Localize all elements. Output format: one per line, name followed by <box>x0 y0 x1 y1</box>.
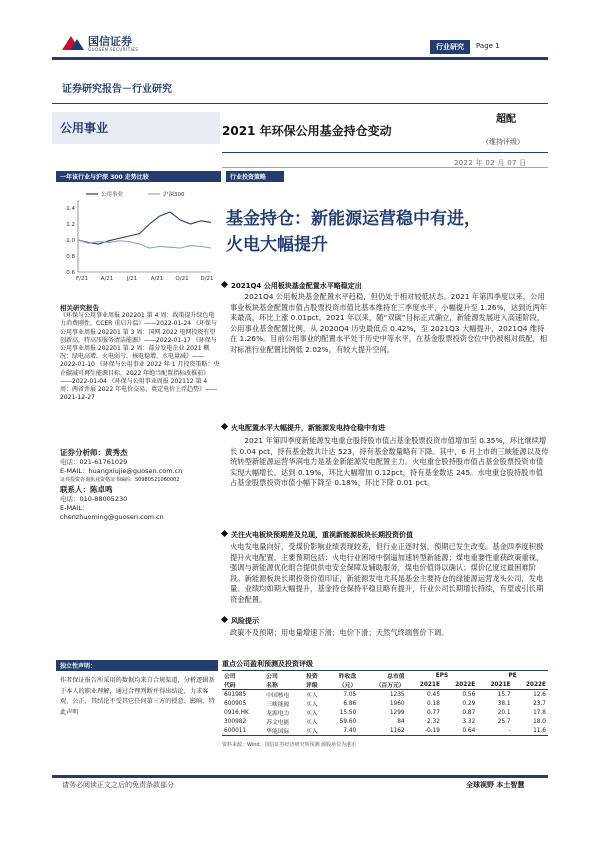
table-header-row-bottom <box>222 680 548 690</box>
th-pe: PE <box>477 671 548 681</box>
legend-label: 沪深300 <box>163 192 185 198</box>
analyst-email[interactable]: E-MAIL：huangxiujie@guosen.com.cn <box>60 467 183 475</box>
guosen-logo <box>62 30 162 58</box>
rating-note: （维持评级） <box>482 138 524 146</box>
cell-mktcap: 84 <box>397 718 405 725</box>
table-row <box>222 699 548 708</box>
header-tag: 行业研究 <box>430 40 470 54</box>
cell-eps21: 0.18 <box>427 700 440 707</box>
cell-name: 龙源电力 <box>266 711 290 717</box>
th-rating: 投资 <box>304 671 327 681</box>
cell-code: 600905 <box>224 700 247 707</box>
x-tick-label: F/21 <box>75 276 89 282</box>
cell-eps21: 0.45 <box>427 691 440 698</box>
cell-eps22: 0.56 <box>462 691 476 698</box>
analyst-tel: 电话：021-61761029 <box>60 458 128 466</box>
th-pe-2022: 2022E <box>513 680 548 690</box>
cell-name: 苏文电能 <box>266 720 290 726</box>
cell-code: 601985 <box>224 691 247 698</box>
section-2-heading: 火电配置水平大幅提升，新能源发电持仓稳中有进 <box>222 423 385 433</box>
cell-eps21: -0.19 <box>407 726 442 736</box>
cell-mktcap: 1162 <box>358 726 406 736</box>
report-subtitle: 证券研究报告－行业研究 <box>62 84 172 95</box>
cell-close: 7.40 <box>327 726 358 736</box>
cell-eps21: 2.32 <box>427 718 440 725</box>
table-row <box>222 708 548 717</box>
title-rule <box>222 152 548 153</box>
cell-rating: 买入 <box>306 711 318 717</box>
analyst-name: 证券分析师：黄秀杰 <box>60 448 128 457</box>
table-source: 资料来源：Wind、国信证券经济研究所预测 源股单位为港币 <box>222 742 357 748</box>
th-close: 昨收盘 <box>327 671 358 681</box>
cell-code: 600011 <box>222 726 264 736</box>
footer-rule <box>52 775 548 778</box>
related-heading: 相关研究报告 <box>60 304 99 312</box>
footer-disclaimer: 请务必阅读正文之后的免责条款部分 <box>62 781 174 789</box>
cell-code: 300982 <box>224 718 247 725</box>
report-title: 2021 年环保公用基金持仓变动 <box>222 124 392 138</box>
logo-cn-text: 国信证券 <box>88 35 132 48</box>
y-tick-label: 1.2 <box>66 222 75 228</box>
report-date: 2022 年 02 月 07 日 <box>454 159 527 167</box>
cell-pe22: 23.7 <box>533 700 546 707</box>
cell-pe22: 11.6 <box>513 726 548 736</box>
cell-close: 7.05 <box>343 691 357 698</box>
analyst-cert: 证券投资咨询执业资格证书编码：S0980521060002 <box>60 477 180 483</box>
trend-chart <box>56 186 221 292</box>
disclaimer-text: 作者保证报告所采用的数据均来自合规渠道，分析逻辑基于本人的职业理解，通过合理判断并得出结论，力求客观、公正，其结论不受其它任何第三方的授意、影响，特此声明 <box>60 677 215 716</box>
related-text: 《环保与公用事业周报 202201 第 4 周：政策提升绿色电力消费刚性，CCER 重启升温》——2022-01-24 《环保与公用事业周报 202201 第 3 周：国网 2022 电网投资有望创新高，特高压服务清洁能源》——2022-01-17 《环保与公用事业周报 202201 第 2 周：部分发电企业 2021 概况：绿电高增、火电弱亏、核电稳增、水电量减》——2022-01-10 《环保与公用事业 2022 年 1 月投资策略：央企碳减可再生能源目标，2022 年绝当配置指标改推前》——2022-01-04 《环保与公用事业周报 202112 第 4 周：两省并展 2022 年电价交易，奠定电价上浮趋势》——2021-12-27 <box>60 312 220 402</box>
cell-mktcap: 1299 <box>389 709 405 716</box>
headline-line-2: 火电大幅提升 <box>226 235 328 255</box>
section-4-body: 政策不及预期；用电量增速下滑；电价下滑；天然气终端售价下调。 <box>230 628 449 637</box>
industry-name: 公用事业 <box>60 121 109 135</box>
trend-chart-svg <box>56 186 221 292</box>
y-tick-label: 1.0 <box>66 238 75 244</box>
cell-eps22: 0.64 <box>442 726 477 736</box>
subtitle-rule <box>52 103 548 104</box>
cell-pe21: 38.1 <box>497 700 511 707</box>
th-code: 代码 <box>222 680 264 690</box>
related-research <box>60 304 220 402</box>
cell-rating: 买入 <box>306 702 318 708</box>
y-tick-label: 1.4 <box>66 206 75 212</box>
contact-name: 联系人：陈卓鸣 <box>60 485 113 494</box>
cell-pe22: 12.6 <box>533 691 546 698</box>
section-2-body: 2021 年第四季度新能源发电重仓股持股市值占基金股票投资市值增加至 0.35%，环比继续增长 0.04 pct，持有基金数共计达 523，持有基金数量略有下降。其中，6 月上市的三峡能源以及传统转型新能源运营华润电力是基金新能源发电配置主力。火电重仓股持股市值占基金股票投资市值实现大幅增长，达到 0.19%，环比大幅增加 0.12pct，持有基金数达 245。水电重仓股持股市值占基金股票投资市值小幅下降至 0.18%，环比下降 0.01 pct。 <box>230 436 549 488</box>
cell-rating: 买入 <box>304 726 327 736</box>
cell-name: 华能国际 <box>264 726 304 736</box>
logo-mark-icon <box>62 32 84 54</box>
th-yuan: （元） <box>327 680 358 690</box>
table-row <box>222 726 548 736</box>
th-grade: 评级 <box>304 680 327 690</box>
th-name: 名称 <box>264 680 304 690</box>
cell-pe21: 20.1 <box>497 709 511 716</box>
y-tick-label: 0.8 <box>66 254 75 260</box>
x-tick-label: A/21 <box>150 276 164 282</box>
cell-eps22: 0.29 <box>462 700 476 707</box>
rating: 超配 <box>496 114 516 125</box>
section-3-heading: 关注火电板块预期差及兑现，重视新能源板块长期投资价值 <box>222 530 413 540</box>
x-tick-label: O/21 <box>175 276 189 282</box>
cell-close: 15.50 <box>339 709 357 716</box>
cell-close: 59.60 <box>339 718 357 725</box>
logo-en-text: GUOSEN SECURITIES <box>88 47 139 52</box>
cell-eps21: 0.77 <box>427 709 440 716</box>
strategy-tag: 行业投资策略 <box>226 171 284 182</box>
contact-email[interactable]: chenzhuoming@guosen.com.cn <box>60 513 164 521</box>
valuation-table <box>222 670 548 736</box>
th-company: 公司 <box>222 671 264 681</box>
section-3-body: 火电发电量向好，受煤价影响业绩表现较差，但行业正逐时刻，预期已发生改变。基金四季度积极提升火电配置。主要预期包括：火电行业困境中倒逼加速转型新能源；煤电重要性重获政策重视，强调与新能源优化组合提供供电安全保障及辅助服务，煤电价值得以确认；煤价亿度过最困难阶段。新能源板块长期投资价值印证，新能源发电尤其是基金主要持仓的绿能源运营龙头公司，发电量、业绩均如期大幅提升，基金持仓保持平稳且略有提升，行业公司长期增长持续，有望或引长期资金配置。 <box>230 542 544 604</box>
y-tick-label: 0.6 <box>66 270 75 276</box>
th-mktcap: 总市值 <box>358 671 406 681</box>
th-mn: （百万元） <box>358 680 406 690</box>
x-tick-label: D/21 <box>200 276 214 282</box>
section-4-heading: 风险提示 <box>222 616 259 626</box>
x-tick-label: A/21 <box>100 276 114 282</box>
th-pe-2021: 2021E <box>477 680 512 690</box>
cell-eps22: 0.87 <box>462 709 476 716</box>
cell-close: 6.86 <box>343 700 357 707</box>
cell-name: 中国核电 <box>266 693 290 699</box>
header-rule <box>52 57 548 60</box>
disclaimer-tag: 独立性声明： <box>56 660 218 671</box>
table-row <box>222 717 548 726</box>
date-rule <box>222 167 548 168</box>
chart-tag: 一年该行业与沪深 300 走势比较 <box>56 171 221 182</box>
cell-pe22: 17.8 <box>533 709 546 716</box>
cell-name: 三峡能源 <box>266 702 290 708</box>
cell-pe21: 25.7 <box>497 718 511 725</box>
th-eps-2021: 2021E <box>407 680 442 690</box>
x-tick-label: J/21 <box>126 276 138 282</box>
cell-code: 0916.HK <box>224 709 249 716</box>
section-1-body: 2021Q4 公用板块基金配置水平趋稳，但仍处于相对较低状态。2021 年第四季度以来，公用事业板块基金配置市值占股票投资市值比基本维持在三季度水平，小幅提升至 1.26%，达到近两年来最高，环比上涨 0.01pct。2021 年以来，随“双碳”目标正式确立，新能源发展进入高速阶段，公用事业基金配置比例，从 2020Q4 历史最低点 0.42%，至 2021Q3 大幅提升，2021Q4 维持在 1.26%。目前公用事业的配置水平处于历史中等水平，在基金股票投资仓位中仍被相对低配，相对标准行业配置比例低 2.02%，有较大提升空间。 <box>230 292 548 354</box>
page-number: Page 1 <box>476 42 500 50</box>
section-1-heading: 2021Q4 公用板块基金配置水平略稳定出 <box>222 281 362 291</box>
series-line-utilities <box>78 212 211 244</box>
th-eps: EPS <box>407 671 478 681</box>
table-row <box>222 690 548 700</box>
contacts <box>60 448 225 522</box>
th-company-name: 公司 <box>264 671 304 681</box>
cell-pe21: - <box>477 726 512 736</box>
headline-line-1: 基金持仓：新能源运营稳中有进， <box>226 209 481 229</box>
table-title: 重点公司盈利预测及投资评级 <box>222 660 313 668</box>
headline <box>226 206 556 258</box>
cell-mktcap: 1235 <box>389 691 405 698</box>
cell-mktcap: 1960 <box>389 700 405 707</box>
footer-slogan: 全球视野 本土智慧 <box>466 781 525 789</box>
legend-label: 公用事业 <box>101 192 124 198</box>
cell-pe21: 15.7 <box>497 691 511 698</box>
cell-pe22: 18.0 <box>533 718 546 725</box>
cell-rating: 买入 <box>306 693 318 699</box>
th-eps-2022: 2022E <box>442 680 477 690</box>
header-bar <box>430 40 545 54</box>
contact-tel: 电话：010-88005230 <box>60 495 128 503</box>
cell-eps22: 3.32 <box>462 718 476 725</box>
cell-rating: 买入 <box>306 720 318 726</box>
table-header-row-top <box>222 671 548 681</box>
contact-email-label: E-MAIL： <box>60 504 89 512</box>
